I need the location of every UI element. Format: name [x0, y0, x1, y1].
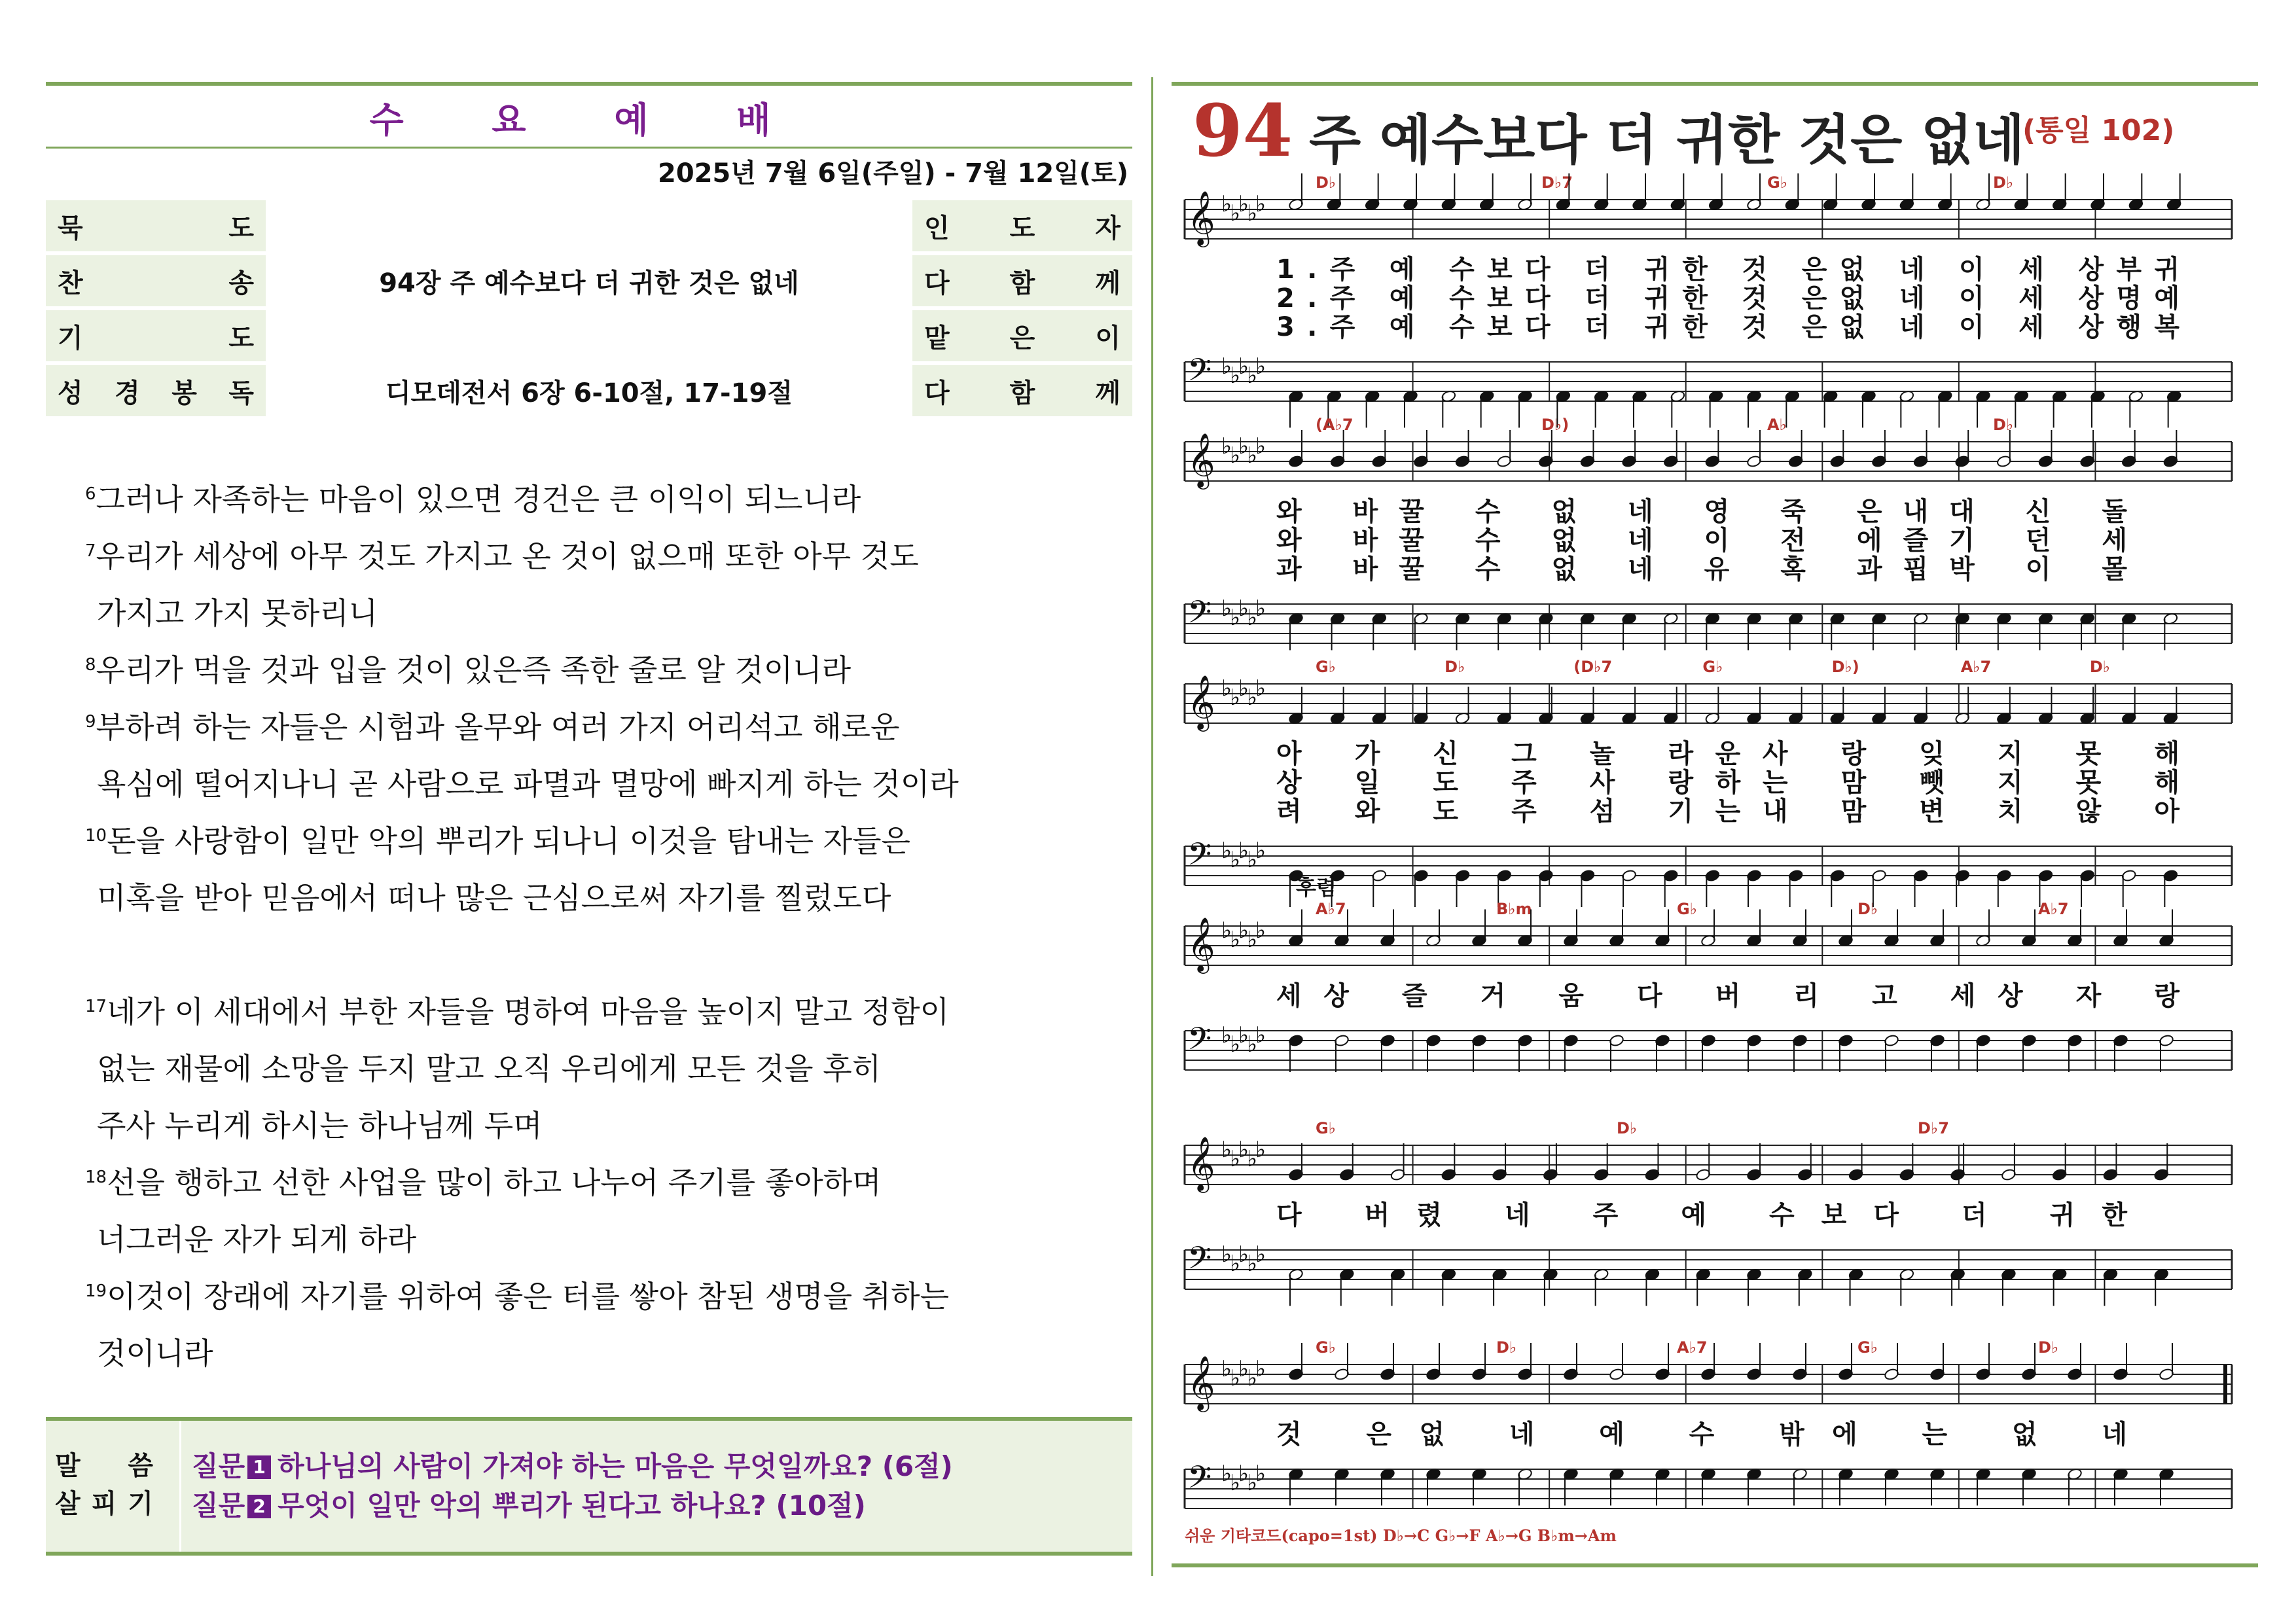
verse-10-cont: 미혹을 받아 믿음에서 떠나 많은 근심으로써 자기를 찔렀도다: [97, 880, 891, 916]
reflection-label-line2: [55, 1485, 179, 1523]
chord-symbol: G♭: [1857, 1338, 1878, 1357]
treble-clef-icon: 𝄞: [1187, 674, 1215, 729]
chord-symbol: D♭): [1831, 658, 1859, 676]
guitar-chord-note: 쉬운 기타코드(capo=1st) D♭→C G♭→F A♭→G B♭m→Am: [1185, 1526, 1617, 1545]
flat-icon: ♭: [1238, 1022, 1249, 1048]
spread-label: [55, 1485, 153, 1523]
label-char: 기: [58, 323, 83, 353]
reflection-questions: [181, 1421, 953, 1552]
spread-label: [55, 1447, 153, 1485]
flat-icon: ♭: [1255, 918, 1266, 944]
label-char: 은: [1009, 323, 1035, 353]
verse-17-cont: 주사 누리게 하시는 하나님께 두며: [97, 1108, 543, 1143]
flat-icon: ♭: [1230, 685, 1241, 711]
verse-number: 8: [85, 655, 96, 675]
label-char: 도: [228, 323, 254, 353]
flat-icon: ♭: [1255, 838, 1266, 864]
verse-17: [85, 984, 1132, 1041]
spread-label: [58, 317, 254, 355]
chord-symbol: D♭: [1316, 173, 1336, 192]
flat-icon: ♭: [1247, 927, 1258, 953]
treble-clef-icon: 𝄞: [1187, 1135, 1215, 1190]
chord-symbol: A♭7: [1316, 900, 1346, 918]
label-char: 씀: [128, 1451, 153, 1481]
chord-symbol: G♭: [1677, 900, 1698, 918]
flat-icon: ♭: [1230, 847, 1241, 873]
label-char: 독: [228, 378, 254, 408]
lyric-line: 와 바꿀 수 없 네 영 죽 은내대 신 돌: [1276, 497, 2127, 527]
chord-symbol: (D♭7: [1573, 658, 1613, 676]
flat-icon: ♭: [1255, 1356, 1266, 1382]
chord-symbol: D♭7: [1541, 173, 1573, 192]
label-char: 피: [91, 1489, 117, 1519]
treble-clef-icon: 𝄞: [1187, 1355, 1215, 1410]
order-row: [46, 255, 1132, 306]
question-2: [192, 1486, 953, 1525]
verse-7: [85, 528, 1132, 585]
verse-8: [85, 642, 1132, 699]
order-person: [912, 365, 1132, 416]
question-number-badge: 2: [247, 1495, 271, 1518]
verse-9: [85, 699, 1132, 756]
lyric-line: 것 은없 네 예 수 밖에 는 없 네: [1276, 1419, 2127, 1450]
chord-symbol: A♭7: [1677, 1338, 1708, 1357]
label-char: 함: [1009, 268, 1035, 298]
flat-icon: ♭: [1247, 200, 1258, 226]
verse-19: [85, 1268, 1132, 1325]
flat-icon: ♭: [1221, 838, 1232, 864]
scripture-passage: [46, 471, 1132, 1382]
flat-icon: ♭: [1221, 433, 1232, 459]
flat-icon: ♭: [1238, 433, 1249, 459]
treble-clef-icon: 𝄞: [1187, 432, 1215, 487]
label-char: 께: [1095, 268, 1121, 298]
lyric-line: 1.주 예 수보다 더 귀한 것 은없 네 이 세 상부귀: [1276, 255, 2179, 285]
label-char: 다: [924, 378, 950, 408]
flat-icon: ♭: [1255, 1241, 1266, 1268]
bass-clef-icon: 𝄢: [1187, 836, 1212, 880]
order-content: 디모데전서 6장 6-10절, 17-19절: [266, 365, 912, 416]
flat-icon: ♭: [1247, 1146, 1258, 1172]
chord-symbol: D♭: [1993, 416, 2014, 434]
flat-icon: ♭: [1255, 1137, 1266, 1163]
question-prefix: 질문: [192, 1489, 245, 1522]
flat-icon: ♭: [1238, 918, 1249, 944]
order-table: [46, 196, 1132, 420]
order-content: [266, 310, 912, 361]
order-content: [266, 200, 912, 251]
service-date: 2025년 7월 6일(주일) - 7월 12일(토): [46, 147, 1132, 192]
order-row: [46, 310, 1132, 361]
flat-icon: ♭: [1247, 1470, 1258, 1496]
bottom-rule: [1172, 1563, 2258, 1567]
order-content: 94장 주 예수보다 더 귀한 것은 없네: [266, 255, 912, 306]
flat-icon: ♭: [1238, 191, 1249, 217]
flat-icon: ♭: [1221, 918, 1232, 944]
chord-symbol: G♭: [1767, 173, 1788, 192]
flat-icon: ♭: [1230, 605, 1241, 631]
reflection-label: [46, 1421, 181, 1552]
sheet-music: [1172, 173, 2258, 1554]
question-number-badge: 1: [247, 1455, 271, 1479]
label-char: 께: [1095, 378, 1121, 408]
order-row: [46, 200, 1132, 251]
verse-6: [85, 471, 1132, 528]
question-text: 하나님의 사람이 가져야 하는 마음은 무엇일까요? (6절): [278, 1450, 953, 1482]
verse-gap: [85, 927, 1132, 984]
flat-icon: ♭: [1230, 442, 1241, 469]
chord-symbol: D♭: [1496, 1338, 1517, 1357]
flat-icon: ♭: [1247, 442, 1258, 469]
flat-icon: ♭: [1221, 1356, 1232, 1382]
label-char: 이: [1095, 323, 1121, 353]
chord-symbol: G♭: [1702, 658, 1723, 676]
reflection-box: [46, 1417, 1132, 1556]
flat-icon: ♭: [1230, 927, 1241, 953]
verse-text: 선을 행하고 선한 사업을 많이 하고 나누어 주기를 좋아하며: [107, 1165, 882, 1200]
flat-icon: ♭: [1255, 1461, 1266, 1487]
label-char: 살: [55, 1489, 81, 1519]
flat-icon: ♭: [1221, 1461, 1232, 1487]
verse-9-cont: 욕심에 떨어지나니 곧 사람으로 파멸과 멸망에 빠지게 하는 것이라: [97, 766, 959, 802]
spread-person: [924, 317, 1121, 355]
flat-icon: ♭: [1238, 353, 1249, 380]
bass-clef-icon: 𝄢: [1187, 594, 1212, 638]
verse-number: 18: [85, 1168, 107, 1187]
flat-icon: ♭: [1230, 1146, 1241, 1172]
label-char: 도: [1009, 213, 1035, 243]
verse-10: [85, 813, 1132, 870]
flat-icon: ♭: [1238, 1356, 1249, 1382]
verse-18: [85, 1154, 1132, 1211]
flat-icon: ♭: [1238, 1241, 1249, 1268]
flat-icon: ♭: [1221, 353, 1232, 380]
flat-icon: ♭: [1221, 1022, 1232, 1048]
label-char: 봉: [171, 378, 197, 408]
lyric-line: 3.주 예 수보다 더 귀한 것 은없 네 이 세 상행복: [1276, 312, 2179, 342]
label-char: 말: [55, 1451, 81, 1481]
flat-icon: ♭: [1247, 1365, 1258, 1391]
flat-icon: ♭: [1255, 1022, 1266, 1048]
order-person: [912, 255, 1132, 306]
flat-icon: ♭: [1255, 191, 1266, 217]
spread-label: [58, 372, 254, 410]
chord-symbol: D♭): [1541, 416, 1570, 434]
lyric-line: 2.주 예 수보다 더 귀한 것 은없 네 이 세 상명예: [1276, 283, 2179, 313]
chord-symbol: (A♭7: [1316, 416, 1354, 434]
verse-19-cont: 것이니라: [97, 1336, 213, 1371]
lyric-line: 과 바꿀 수 없 네 유 혹 과핍박 이 몰: [1276, 554, 2127, 584]
flat-icon: ♭: [1238, 1461, 1249, 1487]
spread-person: [924, 372, 1121, 410]
flat-icon: ♭: [1247, 363, 1258, 389]
flat-icon: ♭: [1238, 838, 1249, 864]
lyric-line: 다 버렸 네 주 예 수보다 더 귀한: [1276, 1200, 2127, 1230]
bass-clef-icon: 𝄢: [1187, 1459, 1212, 1503]
chord-symbol: B♭m: [1496, 900, 1532, 918]
flat-icon: ♭: [1221, 675, 1232, 702]
flat-icon: ♭: [1255, 353, 1266, 380]
hymn-title: 주 예수보다 더 귀한 것은 없네: [1309, 109, 2025, 171]
top-rule: [1172, 82, 2258, 86]
flat-icon: ♭: [1230, 1251, 1241, 1277]
chord-symbol: G♭: [1316, 658, 1336, 676]
lyric-line: 세상 즐 거 움 다 버 리 고 세상 자 랑: [1276, 981, 2179, 1011]
order-label: [46, 255, 266, 306]
label-char: 도: [228, 213, 254, 243]
hymn-page: [1172, 82, 2258, 1567]
label-char: 경: [115, 378, 140, 408]
verse-text: 네가 이 세대에서 부한 자들을 명하여 마음을 높이지 말고 정함이: [107, 994, 950, 1029]
flat-icon: ♭: [1247, 1031, 1258, 1058]
verse-number: 7: [85, 541, 96, 561]
lyric-line: 려 와 도 주 섬 기는내 맘 변 치 않 아: [1276, 796, 2179, 827]
label-char: 찬: [58, 268, 83, 298]
chord-symbol: D♭: [2089, 658, 2111, 676]
order-label: [46, 365, 266, 416]
order-label: [46, 200, 266, 251]
lyric-line: 와 바꿀 수 없 네 이 전 에즐기 던 세: [1276, 526, 2127, 556]
chord-symbol: D♭7: [1918, 1119, 1949, 1137]
chord-symbol: G♭: [1316, 1338, 1336, 1357]
flat-icon: ♭: [1230, 1365, 1241, 1391]
flat-icon: ♭: [1221, 191, 1232, 217]
question-1: [192, 1447, 953, 1486]
refrain-label: 후렴: [1296, 875, 1336, 900]
flat-icon: ♭: [1238, 675, 1249, 702]
verse-18-cont: 너그러운 자가 되게 하라: [97, 1222, 417, 1257]
flat-icon: ♭: [1255, 596, 1266, 622]
flat-icon: ♭: [1255, 675, 1266, 702]
flat-icon: ♭: [1230, 363, 1241, 389]
verse-text: 우리가 세상에 아무 것도 가지고 온 것이 없으매 또한 아무 것도: [96, 539, 919, 574]
flat-icon: ♭: [1230, 1470, 1241, 1496]
chord-symbol: D♭: [2038, 1338, 2059, 1357]
bass-clef-icon: 𝄢: [1187, 1020, 1212, 1065]
flat-icon: ♭: [1247, 685, 1258, 711]
flat-icon: ♭: [1255, 433, 1266, 459]
label-char: 인: [924, 213, 950, 243]
order-row: [46, 365, 1132, 416]
lyric-line: 상 일 도 주 사 랑하는 맘 뺏 지 못 해: [1276, 768, 2179, 798]
verse-17-cont: 없는 재물에 소망을 두지 말고 오직 우리에게 모든 것을 후히: [97, 1051, 882, 1086]
flat-icon: ♭: [1230, 200, 1241, 226]
chord-symbol: D♭: [1993, 173, 2014, 192]
verse-text: 우리가 먹을 것과 입을 것이 있은즉 족한 줄로 알 것이니라: [96, 652, 852, 688]
chord-symbol: D♭: [1857, 900, 1878, 918]
chord-symbol: D♭: [1617, 1119, 1638, 1137]
question-text: 무엇이 일만 악의 뿌리가 된다고 하나요? (10절): [278, 1489, 866, 1522]
hymn-unified-number: (통일 102): [2022, 114, 2175, 147]
flat-icon: ♭: [1221, 1137, 1232, 1163]
spread-person: [924, 262, 1121, 300]
chord-symbol: A♭7: [1960, 658, 1992, 676]
worship-order-page: [46, 82, 1132, 1382]
verse-text: 이것이 장래에 자기를 위하여 좋은 터를 쌓아 참된 생명을 취하는: [107, 1279, 950, 1314]
spread-person: [924, 207, 1121, 245]
verse-number: 17: [85, 997, 107, 1016]
service-title: 수 요 예 배: [369, 99, 809, 141]
flat-icon: ♭: [1247, 1251, 1258, 1277]
flat-icon: ♭: [1247, 605, 1258, 631]
flat-icon: ♭: [1238, 1137, 1249, 1163]
flat-icon: ♭: [1221, 596, 1232, 622]
label-char: 함: [1009, 378, 1035, 408]
order-person: [912, 310, 1132, 361]
chord-symbol: D♭: [1444, 658, 1465, 676]
label-char: 맡: [924, 323, 950, 353]
treble-clef-icon: 𝄞: [1187, 916, 1215, 971]
label-char: 성: [58, 378, 83, 408]
label-char: 송: [228, 268, 254, 298]
verse-number: 19: [85, 1281, 107, 1301]
spread-label: [58, 262, 254, 300]
chord-symbol: G♭: [1316, 1119, 1336, 1137]
verse-number: 6: [85, 484, 96, 504]
lyric-line: 아 가 신 그 놀 라운사 랑 잊 지 못 해: [1276, 739, 2179, 769]
flat-icon: ♭: [1221, 1241, 1232, 1268]
chord-symbol: A♭: [1767, 416, 1787, 434]
flat-icon: ♭: [1230, 1031, 1241, 1058]
label-char: 묵: [58, 213, 83, 243]
label-char: 자: [1095, 213, 1121, 243]
verse-text: 부하려 하는 자들은 시험과 올무와 여러 가지 어리석고 해로운: [96, 709, 900, 745]
bass-clef-icon: 𝄢: [1187, 351, 1212, 396]
flat-icon: ♭: [1247, 847, 1258, 873]
hymn-number: 94: [1193, 88, 1293, 173]
order-label: [46, 310, 266, 361]
verse-number: 10: [85, 826, 107, 846]
spread-label: [58, 207, 254, 245]
treble-clef-icon: 𝄞: [1187, 190, 1215, 245]
chord-symbol: A♭7: [2038, 900, 2069, 918]
question-prefix: 질문: [192, 1450, 245, 1482]
verse-number: 9: [85, 712, 96, 732]
page-divider: [1151, 77, 1153, 1576]
verse-text: 그러나 자족하는 마음이 있으면 경건은 큰 이익이 되느니라: [96, 482, 861, 517]
verse-text: 돈을 사랑함이 일만 악의 뿌리가 되나니 이것을 탐내는 자들은: [107, 823, 910, 859]
label-char: 다: [924, 268, 950, 298]
label-char: 기: [128, 1489, 153, 1519]
verse-7-cont: 가지고 가지 못하리니: [97, 596, 378, 631]
order-person: [912, 200, 1132, 251]
bass-clef-icon: 𝄢: [1187, 1240, 1212, 1284]
flat-icon: ♭: [1238, 596, 1249, 622]
reflection-label-line1: [55, 1447, 179, 1485]
